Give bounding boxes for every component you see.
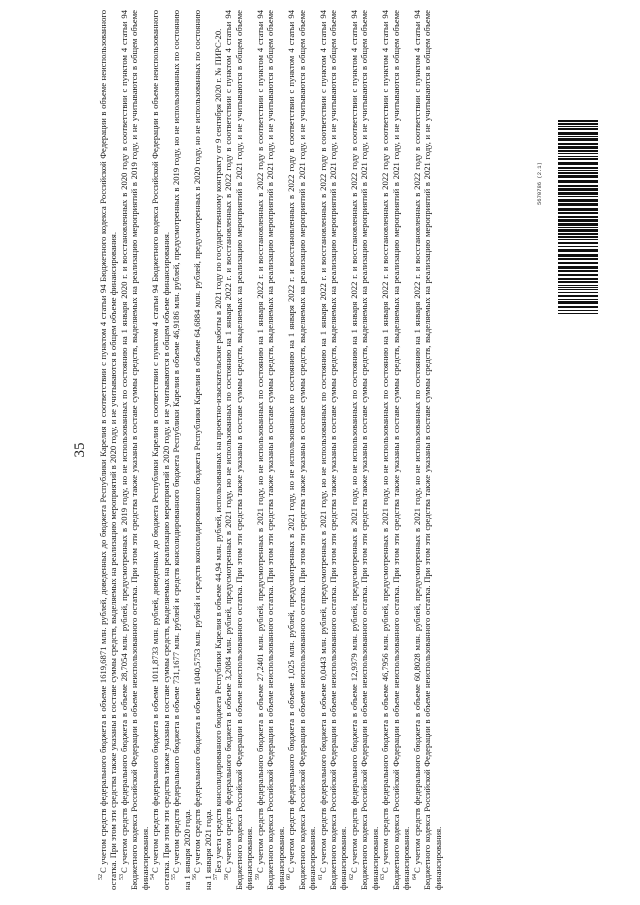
footnote-text: С учетом средств федерального бюджета в объеме 731,1677 млн. рублей и средств консолидированного бюджета Республики Карелия в объеме 46,9186 млн. рублей, предусмотренных в 2019 году, но не использованных по состоянию на 1 января 2020 года. [171, 10, 192, 890]
footnote [380, 10, 411, 890]
barcode-code: 5670786 (2.1) [536, 162, 543, 205]
footnote [150, 10, 171, 890]
footnote-text: С учетом средств федерального бюджета в объеме 27,2401 млн. рублей, предусмотренных в 2021 году, но не использованных по состоянию на 1 января 2022 г. и восстановленных в 2022 году в соответствии с пунктом 4 статьи 94 Бюджетного кодекса Российской Федерации в объеме неиспользованного остатка. При этом эти средства также указаны в составе суммы средств, выделяемых на реализацию мероприятий в 2021 году, и не учитываются в общем объеме финансирования. [254, 10, 286, 890]
footnote-number: 53 [119, 874, 126, 880]
footnote-text: С учетом средств федерального бюджета в объеме 1040,5753 млн. рублей и средств консолидированного бюджета Республики Карелия в объеме 64,6884 млн. рублей, предусмотренных в 2020 году, но не использованных по состоянию на 1 января 2021 года. [192, 10, 213, 890]
footnote-text: С учетом средств федерального бюджета в объеме 1011,8733 млн. рублей, доведенных до бюджета Республики Карелия в соответствии с пунктом 4 статьи 94 Бюджетного кодекса Российской Федерации в объеме неиспользованного остатка. При этом эти средства также указаны в составе суммы средств, выделяемых на реализацию мероприятий в 2020 году, и не учитываются в общем объеме финансирования. [150, 10, 171, 890]
footnote-number: 58 [223, 874, 230, 880]
footnote [119, 10, 150, 890]
footnote-text: Без учета средств консолидированного бюджета Республики Карелия в объеме 44,94 млн. рублей, использованных на проектно-изыскательские работы в 2021 году по государственному контракту от 9 сентября 2020 г. № ПИРС-20. [212, 28, 223, 873]
footnote-text: С учетом средств федерального бюджета в объеме 0,0443 млн. рублей, предусмотренных в 2021 году, но не использованных по состоянию на 1 января 2022 г. и восстановленных в 2022 году в соответствии с пунктом 4 статьи 94 Бюджетного кодекса Российской Федерации в объеме неиспользованного остатка. При этом эти средства также указаны в составе суммы средств, выделяемых на реализацию мероприятий в 2021 году, и не учитываются в общем объеме финансирования. [317, 10, 349, 890]
footnote-text: С учетом средств федерального бюджета в объеме 46,7956 млн. рублей, предусмотренных в 2021 году, но не использованных по состоянию на 1 января 2022 г. и восстановленных в 2022 году в соответствии с пунктом 4 статьи 94 Бюджетного кодекса Российской Федерации в объеме неиспользованного остатка. При этом эти средства также указаны в составе суммы средств, выделяемых на реализацию мероприятий в 2021 году, и не учитываются в общем объеме финансирования. [380, 10, 412, 890]
footnote [192, 10, 213, 890]
rotated-content [70, 10, 630, 890]
page-number: 35 [72, 442, 88, 458]
footnote [318, 10, 349, 890]
footnote [286, 10, 317, 890]
footnote-text: С учетом средств федерального бюджета в объеме 3,2084 млн. рублей, предусмотренных в 2021 году, но не использованных по состоянию на 1 января 2022 г. и восстановленных в 2022 году в соответствии с пунктом 4 статьи 94 Бюджетного кодекса Российской Федерации в объеме неиспользованного остатка. При этом эти средства также указаны в составе суммы средств, выделяемых на реализацию мероприятий в 2021 году, и не учитываются в общем объеме финансирования. [223, 10, 255, 890]
footnote-number: 56 [192, 874, 199, 880]
footnote [98, 10, 119, 890]
footnote-text: С учетом средств федерального бюджета в объеме 1619,6871 млн. рублей, доведенных до бюджета Республики Карелия в соответствии с пунктом 4 статьи 94 Бюджетного кодекса Российской Федерации в объеме неиспользованного остатка. При этом эти средства также указаны в составе суммы средств, выделяемых на реализацию мероприятий в 2020 году, и не учитываются в общем объеме финансирования. [98, 10, 119, 890]
footnote-text: С учетом средств федерального бюджета в объеме 60,8028 млн. рублей, предусмотренных в 2021 году, но не использованных по состоянию на 1 января 2022 г. и восстановленных в 2022 году в соответствии с пунктом 4 статьи 94 Бюджетного кодекса Российской Федерации в объеме неиспользованного остатка. При этом эти средства также указаны в составе суммы средств, выделяемых на реализацию мероприятий в 2021 году, и не учитываются в общем объеме финансирования. [411, 10, 443, 890]
footnote-number: 54 [150, 874, 157, 880]
footnote-number: 55 [171, 874, 178, 880]
footnote-text: С учетом средств федерального бюджета в объеме 1,025 млн. рублей, предусмотренных в 2021 году, но не использованных по состоянию на 1 января 2022 г. и восстановленных в 2022 году в соответствии с пунктом 4 статьи 94 Бюджетного кодекса Российской Федерации в объеме неиспользованного остатка. При этом эти средства также указаны в составе суммы средств, выделяемых на реализацию мероприятий в 2021 году, и не учитываются в общем объеме финансирования. [286, 10, 318, 890]
footnote [349, 10, 380, 890]
footnote-number: 52 [98, 874, 105, 880]
footnote [255, 10, 286, 890]
footnotes-list [98, 10, 630, 890]
footnote-text: С учетом средств федерального бюджета в объеме 12,9379 млн. рублей, предусмотренных в 2021 году, но не использованных по состоянию на 1 января 2022 г. и восстановленных в 2022 году в соответствии с пунктом 4 статьи 94 Бюджетного кодекса Российской Федерации в объеме неиспользованного остатка. При этом эти средства также указаны в составе суммы средств, выделяемых на реализацию мероприятий в 2021 году, и не учитываются в общем объеме финансирования. [348, 10, 380, 890]
footnote-number: 64 [411, 874, 418, 880]
footnote [171, 10, 192, 890]
footnote-number: 63 [380, 874, 387, 880]
footnote-text: С учетом средств федерального бюджета в объеме 28,7054 млн. рублей, предусмотренных в 2019 году, но не использованных по состоянию на 1 января 2020 г. и восстановленных в 2020 году в соответствии с пунктом 4 статьи 94 Бюджетного кодекса Российской Федерации в объеме неиспользованного остатка. При этом эти средства также указаны в составе суммы средств, выделяемых на реализацию мероприятий в 2019 году, и не учитываются в общем объеме финансирования. [118, 10, 150, 890]
footnote-number: 57 [213, 874, 220, 880]
footnote [412, 10, 443, 890]
footnote-number: 59 [254, 874, 261, 880]
footnote-number: 60 [286, 874, 293, 880]
footnote-number: 62 [349, 874, 356, 880]
footnote-number: 61 [317, 874, 324, 880]
footnote [223, 10, 254, 890]
footnote [213, 10, 223, 890]
